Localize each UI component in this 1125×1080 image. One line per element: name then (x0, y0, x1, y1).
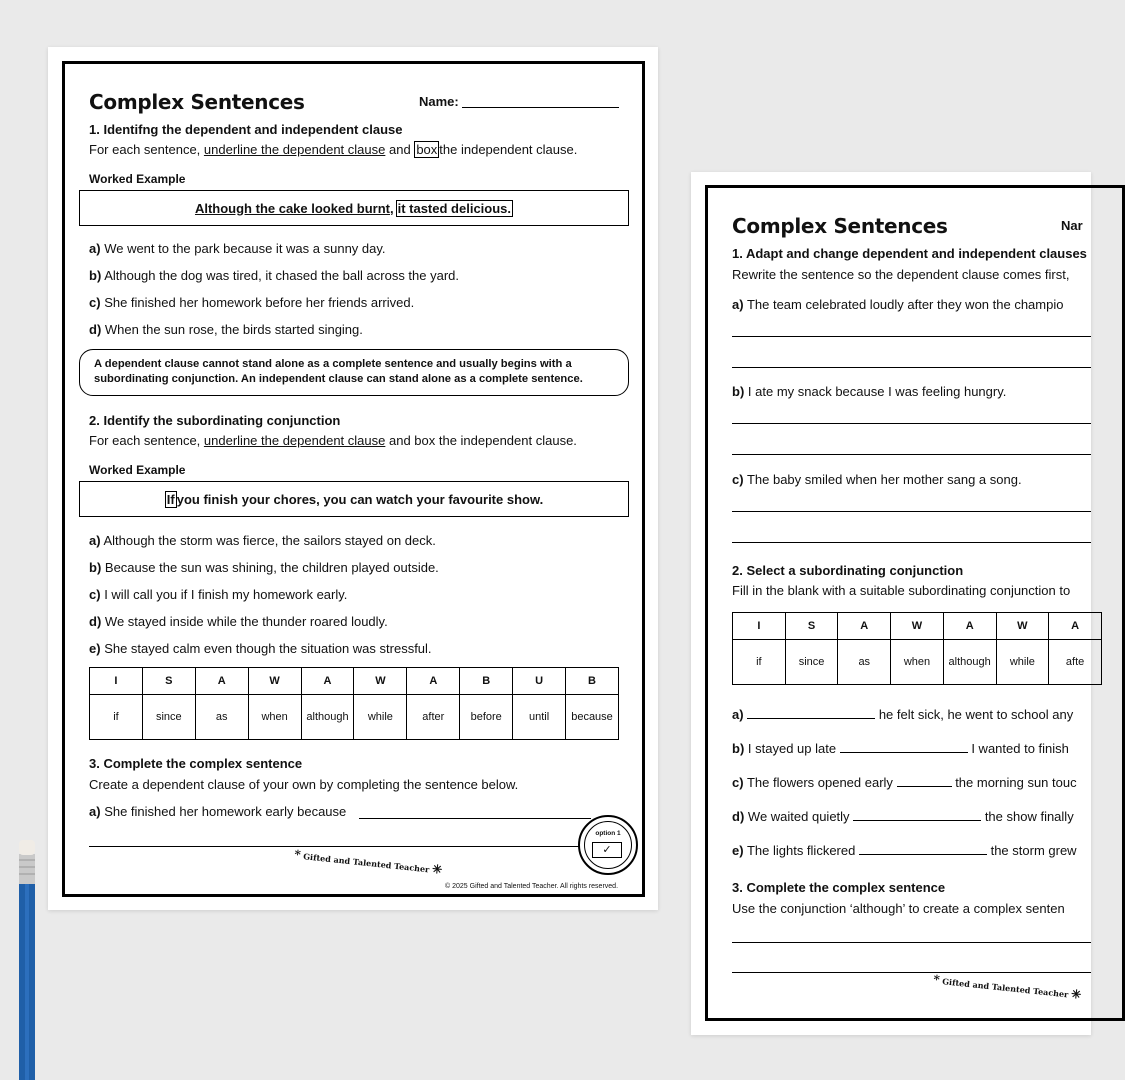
section-1-instructions: For each sentence, underline the dependent clause and box the independent clause. (89, 142, 578, 157)
copyright-notice: © 2025 Gifted and Talented Teacher. All rights reserved. (445, 883, 619, 890)
list-item: a) The team celebrated loudly after they won the champio (732, 297, 1064, 312)
list-item: a) he felt sick, he went to school any (732, 707, 1074, 722)
table-cell: while (996, 640, 1049, 685)
list-item: b) I ate my snack because I was feeling hungry. (732, 384, 1007, 399)
name-label: Name: (419, 94, 459, 109)
table-cell: W (996, 613, 1049, 640)
table-cell: although (943, 640, 996, 685)
section-1-heading: 1. Identifng the dependent and independent clause (89, 122, 403, 137)
conjunction-acronym-row (90, 668, 619, 695)
list-item: a) She finished her homework early because (89, 804, 347, 819)
name-field[interactable] (462, 107, 619, 108)
section-2-heading: 2. Identify the subordinating conjunction (89, 413, 341, 428)
answer-line[interactable] (732, 336, 1091, 337)
section-3-heading: 3. Complete the complex sentence (732, 880, 946, 895)
name-label: Nar (1061, 218, 1083, 233)
answer-blank[interactable] (897, 773, 952, 787)
list-item: d) We stayed inside while the thunder roared loudly. (89, 614, 388, 629)
check-icon: ✓ (592, 842, 622, 858)
table-cell: W (248, 668, 301, 695)
answer-line[interactable] (732, 367, 1091, 368)
table-cell: while (354, 695, 407, 740)
table-cell: A (301, 668, 354, 695)
table-cell: A (407, 668, 460, 695)
answer-line[interactable] (732, 942, 1091, 943)
list-item: b) Because the sun was shining, the children played outside. (89, 560, 439, 575)
table-cell: A (195, 668, 248, 695)
example-independent-clause: it tasted delicious. (397, 200, 512, 216)
table-cell: B (566, 668, 619, 695)
table-cell: after (407, 695, 460, 740)
list-item: c) The flowers opened early the morning sun touc (732, 775, 1077, 790)
conjunction-word-row (90, 695, 619, 740)
conjunction-word-row (733, 640, 1102, 685)
list-item: e) She stayed calm even though the situation was stressful. (89, 641, 432, 656)
section-1-heading: 1. Adapt and change dependent and independent clauses (732, 246, 1087, 261)
conjunction-table (732, 612, 1102, 685)
answer-line[interactable] (732, 454, 1091, 455)
section-2-heading: 2. Select a subordinating conjunction (732, 563, 964, 578)
section-3-heading: 3. Complete the complex sentence (89, 756, 303, 771)
example-dependent-clause: Although the cake looked burnt, (194, 200, 394, 216)
worked-example-label: Worked Example (89, 463, 186, 477)
list-item: b) I stayed up late I wanted to finish (732, 741, 1069, 756)
definition-note: A dependent clause cannot stand alone as a complete sentence and usually begins with a subordinating conjunction. An independent clause can stand alone as a complete sentence. (79, 349, 629, 396)
table-cell: B (460, 668, 513, 695)
worksheet-left (48, 47, 658, 910)
example-sentence-rest: you finish your chores, you can watch your favourite show. (176, 491, 544, 507)
table-cell: A (1049, 613, 1102, 640)
table-cell: when (248, 695, 301, 740)
section-2-instructions: Fill in the blank with a suitable subordinating conjunction to (732, 583, 1071, 598)
table-cell: I (733, 613, 786, 640)
answer-line[interactable] (732, 423, 1091, 424)
worksheet-border (62, 61, 645, 897)
table-cell: W (891, 613, 944, 640)
table-cell: afte (1049, 640, 1102, 685)
table-cell: as (195, 695, 248, 740)
section-2-instructions: For each sentence, underline the dependent clause and box the independent clause. (89, 433, 577, 448)
list-item: e) The lights flickered the storm grew (732, 843, 1077, 858)
table-cell: S (142, 668, 195, 695)
table-cell: since (142, 695, 195, 740)
table-cell: before (460, 695, 513, 740)
brand-logo: * Gifted and Talented Teacher ✳ (932, 972, 1082, 1002)
table-cell: until (513, 695, 566, 740)
table-cell: S (785, 613, 838, 640)
table-cell: U (513, 668, 566, 695)
list-item: d) When the sun rose, the birds started singing. (89, 322, 363, 337)
section-3-instructions: Create a dependent clause of your own by completing the sentence below. (89, 777, 519, 792)
table-cell: W (354, 668, 407, 695)
list-item: a) We went to the park because it was a sunny day. (89, 241, 386, 256)
table-cell: since (785, 640, 838, 685)
table-cell: if (90, 695, 143, 740)
worksheet-title: Complex Sentences (89, 90, 305, 114)
answer-blank[interactable] (747, 705, 875, 719)
answer-blank[interactable] (859, 841, 987, 855)
table-cell: if (733, 640, 786, 685)
table-cell: I (90, 668, 143, 695)
option-seal: option 1 ✓ (578, 815, 638, 875)
section-3-instructions: Use the conjunction ‘although’ to create a complex senten (732, 901, 1065, 916)
list-item: c) I will call you if I finish my homework early. (89, 587, 348, 602)
list-item: b) Although the dog was tired, it chased the ball across the yard. (89, 268, 460, 283)
table-cell: as (838, 640, 891, 685)
table-cell: when (891, 640, 944, 685)
section-1-instructions: Rewrite the sentence so the dependent clause comes first, (732, 267, 1070, 282)
conjunction-table (89, 667, 619, 740)
worksheet-title: Complex Sentences (732, 214, 948, 238)
pencil-icon (16, 840, 38, 1080)
answer-blank[interactable] (853, 807, 981, 821)
list-item: c) The baby smiled when her mother sang a song. (732, 472, 1022, 487)
list-item: a) Although the storm was fierce, the sailors stayed on deck. (89, 533, 436, 548)
example-conjunction: If (166, 491, 175, 507)
table-cell: A (838, 613, 891, 640)
table-cell: A (943, 613, 996, 640)
worksheet-right (691, 172, 1091, 1035)
list-item: c) She finished her homework before her friends arrived. (89, 295, 415, 310)
table-cell: although (301, 695, 354, 740)
answer-line[interactable] (732, 542, 1091, 543)
answer-line[interactable] (732, 511, 1091, 512)
conjunction-acronym-row (733, 613, 1102, 640)
table-cell: because (566, 695, 619, 740)
worked-example-box (79, 481, 629, 517)
answer-line[interactable] (732, 972, 1091, 973)
answer-line[interactable] (89, 846, 589, 847)
answer-blank[interactable] (840, 739, 968, 753)
list-item: d) We waited quietly the show finally (732, 809, 1074, 824)
answer-line[interactable] (359, 818, 591, 819)
worked-example-label: Worked Example (89, 172, 186, 186)
worked-example-box (79, 190, 629, 226)
brand-logo: * Gifted and Talented Teacher ✳ (293, 847, 443, 877)
